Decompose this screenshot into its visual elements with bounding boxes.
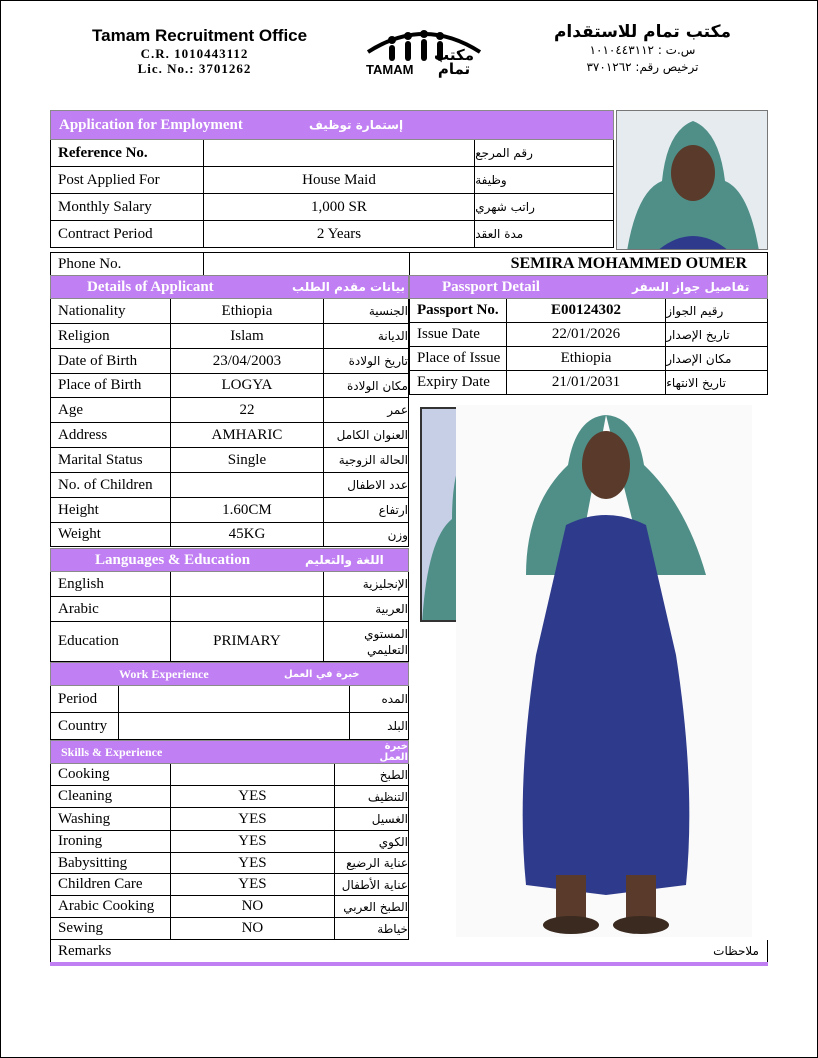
- details-title-ar: بيانات مقدم الطلب: [292, 280, 406, 294]
- skill-label-ar: الكوي: [335, 831, 409, 853]
- country-label-ar: البلد: [350, 713, 409, 740]
- detail-label: Address: [51, 423, 171, 448]
- work-title-ar: خبرة في العمل: [284, 668, 360, 680]
- skills-title-en: Skills & Experience: [61, 744, 163, 759]
- passport-label: Expiry Date: [410, 371, 507, 395]
- detail-value: 45KG: [171, 523, 325, 547]
- table-row: [51, 853, 409, 874]
- reference-value: [204, 140, 476, 167]
- table-row: [51, 167, 614, 194]
- arabic-label-ar: العربية: [324, 597, 409, 622]
- table-row: [51, 622, 409, 662]
- table-row: [51, 448, 409, 473]
- passport-title-ar: تفاصيل جواز السفر: [632, 280, 750, 294]
- contract-label-ar: مدة العقد: [475, 221, 614, 248]
- work-table: [50, 686, 409, 740]
- table-row: [51, 398, 409, 423]
- table-row: [51, 324, 409, 349]
- detail-value: Ethiopia: [171, 299, 325, 324]
- table-row: [51, 808, 409, 831]
- table-row: [410, 323, 768, 347]
- table-row: [51, 473, 409, 498]
- work-title-bar: [50, 662, 409, 686]
- english-value: [171, 572, 325, 597]
- detail-label: Nationality: [51, 299, 171, 324]
- passport-label-ar: تاريخ الإصدار: [666, 323, 768, 347]
- skill-label-ar: عناية الأطفال: [335, 874, 409, 896]
- logo-text-en: TAMAM: [366, 62, 414, 77]
- passport-title-bar: [409, 275, 768, 299]
- table-row: [51, 221, 614, 248]
- detail-value: 1.60CM: [171, 498, 325, 523]
- contract-label: Contract Period: [51, 221, 204, 248]
- passport-value: E00124302: [507, 299, 667, 323]
- skill-label-ar: الغسيل: [335, 808, 409, 831]
- detail-value: 22: [171, 398, 325, 423]
- post-value: House Maid: [204, 167, 476, 194]
- skill-label: Arabic Cooking: [51, 896, 171, 918]
- detail-value: [171, 473, 325, 498]
- table-row: [51, 831, 409, 853]
- remarks-row: [50, 940, 768, 962]
- detail-value: Islam: [171, 324, 325, 349]
- table-row: [51, 572, 409, 597]
- passport-label-ar: رقيم الجواز: [666, 299, 768, 323]
- salary-label: Monthly Salary: [51, 194, 204, 221]
- post-label-ar: وظيفة: [475, 167, 614, 194]
- license-number: Lic. No.: 3701262: [137, 61, 252, 76]
- skill-label: Cooking: [51, 764, 171, 786]
- detail-label-ar: مكان الولادة: [324, 374, 409, 398]
- portrait-photo: [616, 110, 768, 250]
- skill-label-ar: الطبخ العربي: [335, 896, 409, 918]
- logo-text-ar: مكتب تمام: [433, 46, 474, 78]
- passport-label: Issue Date: [410, 323, 507, 347]
- detail-label-ar: الجنسية: [324, 299, 409, 324]
- table-row: [51, 349, 409, 374]
- detail-label: Height: [51, 498, 171, 523]
- post-label: Post Applied For: [51, 167, 204, 194]
- table-row: [51, 874, 409, 896]
- skill-value: NO: [171, 918, 336, 940]
- skill-label: Babysitting: [51, 853, 171, 874]
- passport-label-ar: مكان الإصدار: [666, 347, 768, 371]
- full-body-photo: [456, 405, 752, 937]
- skill-label-ar: عناية الرضيع: [335, 853, 409, 874]
- detail-label-ar: وزن: [324, 523, 409, 547]
- details-title-bar: [50, 275, 409, 299]
- salary-label-ar: راتب شهري: [475, 194, 614, 221]
- work-title-en: Work Experience: [119, 666, 209, 681]
- passport-title-en: Passport Detail: [442, 278, 540, 295]
- passport-label: Passport No.: [410, 299, 507, 323]
- skill-label-ar: الطبخ: [335, 764, 409, 786]
- skills-title-ar: خبرة العمل: [379, 741, 408, 763]
- skill-value: YES: [171, 853, 336, 874]
- detail-value: Single: [171, 448, 325, 473]
- table-row: [51, 686, 409, 713]
- application-title-bar: [50, 110, 614, 140]
- company-logo-icon: [364, 22, 484, 80]
- table-row: [51, 523, 409, 547]
- education-label: Education: [51, 622, 171, 662]
- table-row: [51, 713, 409, 740]
- detail-label: Place of Birth: [51, 374, 171, 398]
- phone-value: [204, 253, 410, 276]
- arabic-value: [171, 597, 325, 622]
- table-row: [51, 194, 614, 221]
- table-row: [51, 498, 409, 523]
- detail-label: Age: [51, 398, 171, 423]
- table-row: [51, 597, 409, 622]
- phone-row: [50, 252, 768, 275]
- table-row: [51, 423, 409, 448]
- reference-label: Reference No.: [51, 140, 204, 167]
- skill-label-ar: خياطة: [335, 918, 409, 940]
- detail-label: Religion: [51, 324, 171, 349]
- passport-value: 21/01/2031: [507, 371, 667, 395]
- country-value: [119, 713, 350, 740]
- education-value: PRIMARY: [171, 622, 325, 662]
- period-value: [119, 686, 350, 713]
- country-label: Country: [51, 713, 119, 740]
- detail-value: AMHARIC: [171, 423, 325, 448]
- cr-number-ar: س.ت : ١٠١٠٤٤٣١١٢: [589, 43, 696, 57]
- table-row: [51, 918, 409, 940]
- skill-value: [171, 764, 336, 786]
- company-header-en: [92, 26, 308, 76]
- passport-table: [409, 299, 768, 395]
- cr-number: C.R. 1010443112: [140, 46, 249, 61]
- english-label-ar: الإنجليزية: [324, 572, 409, 597]
- detail-label: Date of Birth: [51, 349, 171, 374]
- details-title-en: Details of Applicant: [87, 278, 214, 295]
- skill-label: Children Care: [51, 874, 171, 896]
- detail-value: LOGYA: [171, 374, 325, 398]
- passport-value: Ethiopia: [507, 347, 667, 371]
- detail-label-ar: عمر: [324, 398, 409, 423]
- skill-value: NO: [171, 896, 336, 918]
- detail-label-ar: تاريخ الولادة: [324, 349, 409, 374]
- table-row: [51, 764, 409, 786]
- application-table: [50, 140, 614, 248]
- detail-label-ar: الديانة: [324, 324, 409, 349]
- table-row: [51, 896, 409, 918]
- remarks-bottom-bar: [50, 962, 768, 966]
- table-row: [51, 374, 409, 398]
- arabic-label: Arabic: [51, 597, 171, 622]
- languages-title-en: Languages & Education: [95, 551, 251, 568]
- period-label-ar: المده: [350, 686, 409, 713]
- skill-value: YES: [171, 808, 336, 831]
- passport-label: Place of Issue: [410, 347, 507, 371]
- skill-label: Cleaning: [51, 786, 171, 808]
- detail-label-ar: الحالة الزوجية: [324, 448, 409, 473]
- license-number-ar: ترخيص رقم: ٣٧٠١٢٦٢: [586, 60, 699, 74]
- skill-label: Washing: [51, 808, 171, 831]
- table-row: [51, 140, 614, 167]
- skill-value: YES: [171, 874, 336, 896]
- table-row: [410, 347, 768, 371]
- detail-label-ar: عدد الاطفال: [324, 473, 409, 498]
- company-header-ar: [535, 22, 750, 76]
- company-name-en: Tamam Recruitment Office: [92, 26, 308, 45]
- period-label: Period: [51, 686, 119, 713]
- application-title-ar: إستمارة توظيف: [309, 118, 404, 132]
- phone-label: Phone No.: [51, 253, 204, 276]
- detail-label: Marital Status: [51, 448, 171, 473]
- skill-label-ar: التنظيف: [335, 786, 409, 808]
- table-row: [410, 371, 768, 395]
- company-name-ar: مكتب تمام للاستقدام: [553, 22, 732, 42]
- skills-title-bar: [50, 740, 409, 764]
- skill-value: YES: [171, 831, 336, 853]
- reference-label-ar: رقم المرجع: [475, 140, 614, 167]
- detail-label-ar: العنوان الكامل: [324, 423, 409, 448]
- passport-value: 22/01/2026: [507, 323, 667, 347]
- remarks-label: Remarks: [58, 942, 112, 959]
- skill-label: Ironing: [51, 831, 171, 853]
- application-title-en: Application for Employment: [59, 116, 243, 133]
- skills-table: [50, 764, 409, 940]
- languages-title-ar: اللغة والتعليم: [305, 553, 384, 567]
- languages-table: [50, 572, 409, 662]
- english-label: English: [51, 572, 171, 597]
- table-row: [51, 786, 409, 808]
- detail-label: No. of Children: [51, 473, 171, 498]
- skill-value: YES: [171, 786, 336, 808]
- applicant-name: SEMIRA MOHAMMED OUMER: [410, 253, 769, 276]
- contract-value: 2 Years: [204, 221, 476, 248]
- details-table: [50, 299, 409, 547]
- languages-title-bar: [50, 548, 409, 572]
- education-label-ar: المستوي التعليمي: [324, 622, 409, 662]
- table-row: [51, 299, 409, 324]
- passport-label-ar: تاريخ الانتهاء: [666, 371, 768, 395]
- detail-label-ar: ارتفاع: [324, 498, 409, 523]
- skill-label: Sewing: [51, 918, 171, 940]
- remarks-label-ar: ملاحظات: [713, 944, 759, 958]
- salary-value: 1,000 SR: [204, 194, 476, 221]
- detail-label: Weight: [51, 523, 171, 547]
- detail-value: 23/04/2003: [171, 349, 325, 374]
- table-row: [410, 299, 768, 323]
